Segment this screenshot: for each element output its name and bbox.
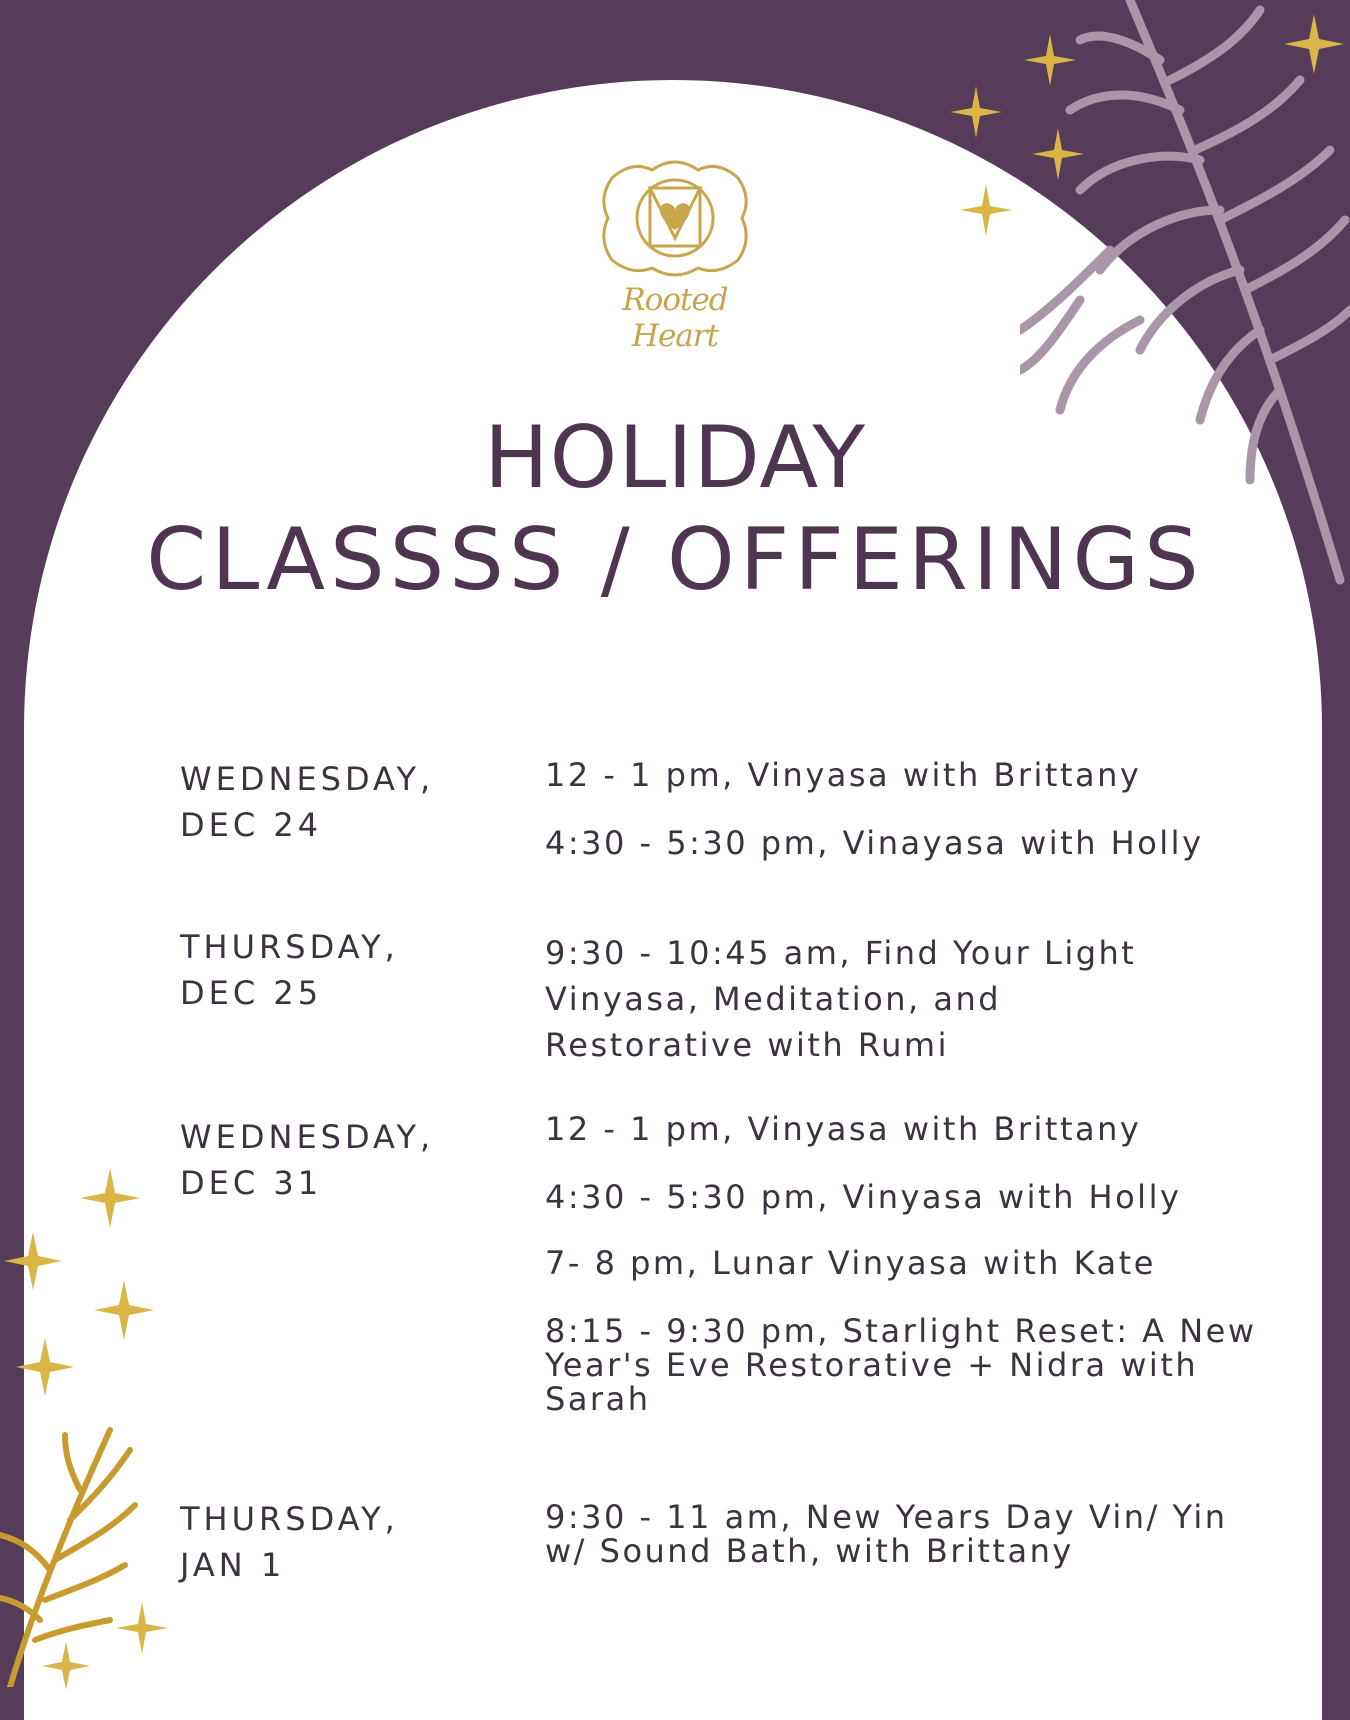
schedule-day <box>180 1114 510 1206</box>
day-name: WEDNESDAY, <box>180 1118 435 1156</box>
day-date: DEC 24 <box>180 806 323 844</box>
schedule-day <box>180 756 510 848</box>
class-entry: 12 - 1 pm, Vinyasa with Brittany <box>545 1110 1142 1148</box>
page-title-line-1: HOLIDAY <box>483 408 867 508</box>
day-date: DEC 31 <box>180 1164 323 1202</box>
page-title-line-2: CLASSSS / OFFERINGS <box>146 510 1204 610</box>
class-entry: 9:30 - 11 am, New Years Day Vin/ Yin w/ Sound Bath, with Brittany <box>545 1498 1228 1570</box>
class-entry: 4:30 - 5:30 pm, Vinyasa with Holly <box>545 1178 1182 1216</box>
day-name: THURSDAY, <box>180 1500 399 1538</box>
day-name: WEDNESDAY, <box>180 760 435 798</box>
schedule-day <box>180 924 510 1016</box>
day-date: JAN 1 <box>180 1546 286 1584</box>
class-entry: 8:15 - 9:30 pm, Starlight Reset: A New Year's Eve Restorative + Nidra with Sarah <box>545 1312 1257 1418</box>
brand-name: Rooted Heart <box>622 282 728 354</box>
day-name: THURSDAY, <box>180 928 399 966</box>
class-entry: 7- 8 pm, Lunar Vinyasa with Kate <box>545 1244 1156 1282</box>
day-date: DEC 25 <box>180 974 323 1012</box>
schedule-day <box>180 1496 510 1588</box>
class-entry: 12 - 1 pm, Vinyasa with Brittany <box>545 756 1142 794</box>
class-entry: 9:30 - 10:45 am, Find Your Light Vinyasa, Meditation, and Restorative with Rumi <box>545 934 1137 1064</box>
class-entry: 4:30 - 5:30 pm, Vinayasa with Holly <box>545 824 1204 862</box>
